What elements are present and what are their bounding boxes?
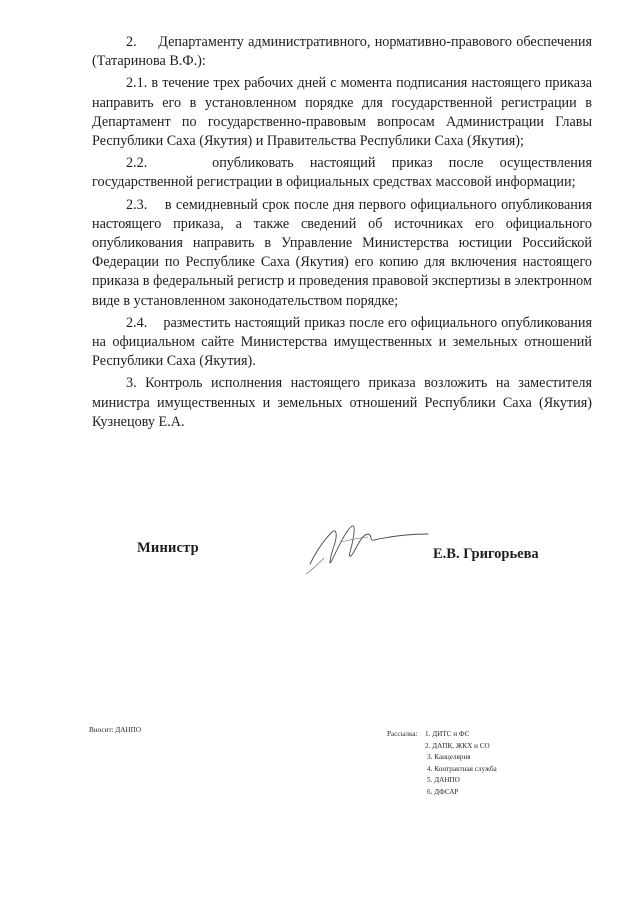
list-item: 6. ДФСАР <box>427 787 459 796</box>
paragraph-2-4: 2.4. разместить настоящий приказ после его официального опубликования на официальном сайте Министерства имущественных и земельных отношений Республики Саха (Якутия). <box>92 314 592 370</box>
mailing-label: Рассылка: <box>387 730 418 738</box>
paragraph-2-3: 2.3. в семидневный срок после дня первого официального опубликования настоящего приказа, а также сведений об источниках его официального опубликования направить в Управление Министерства юстиции Российской Федерации по Республике Саха (Якутия) его копию для включения настоящего приказа в федеральный регистр и проведения правовой экспертизы в электронном виде в установленном законодательством порядке; <box>92 196 592 309</box>
submitted-by: Вносит: ДАНПО <box>89 726 142 734</box>
handwritten-signature <box>302 512 432 582</box>
paragraph-2-1: 2.1. в течение трех рабочих дней с момента подписания настоящего приказа направить его в установленном порядке для государственной регистрации в Департамент по государственно-правовым вопросам Администрации Главы Республики Саха (Якутия) и Правительства Республики Саха (Якутия); <box>92 75 592 150</box>
signatory-name: Е.В. Григорьева <box>433 546 539 562</box>
order-body <box>92 33 592 435</box>
paragraph-2-2: 2.2. опубликовать настоящий приказ после осуществления государственной регистрации в официальных средствах массовой информации; <box>92 155 592 191</box>
mailing-list <box>425 729 575 798</box>
list-item: 1. ДИТС и ФС <box>425 730 470 738</box>
paragraph-2: 2. Департаменту административного, нормативно-правового обеспечения (Татаринова В.Ф.): <box>92 34 592 70</box>
signatory-title: Министр <box>137 540 199 556</box>
list-item: 5. ДАНПО <box>427 776 460 784</box>
list-item: 2. ДАПК, ЖКХ и СО <box>425 741 490 750</box>
paragraph-3: 3. Контроль исполнения настоящего приказа возложить на заместителя министра имущественных и земельных отношений Республики Саха (Якутия) Кузнецову Е.А. <box>92 375 592 430</box>
list-item: 3. Канцелярия <box>427 753 471 761</box>
list-item: 4. Контрактная служба <box>427 764 497 773</box>
